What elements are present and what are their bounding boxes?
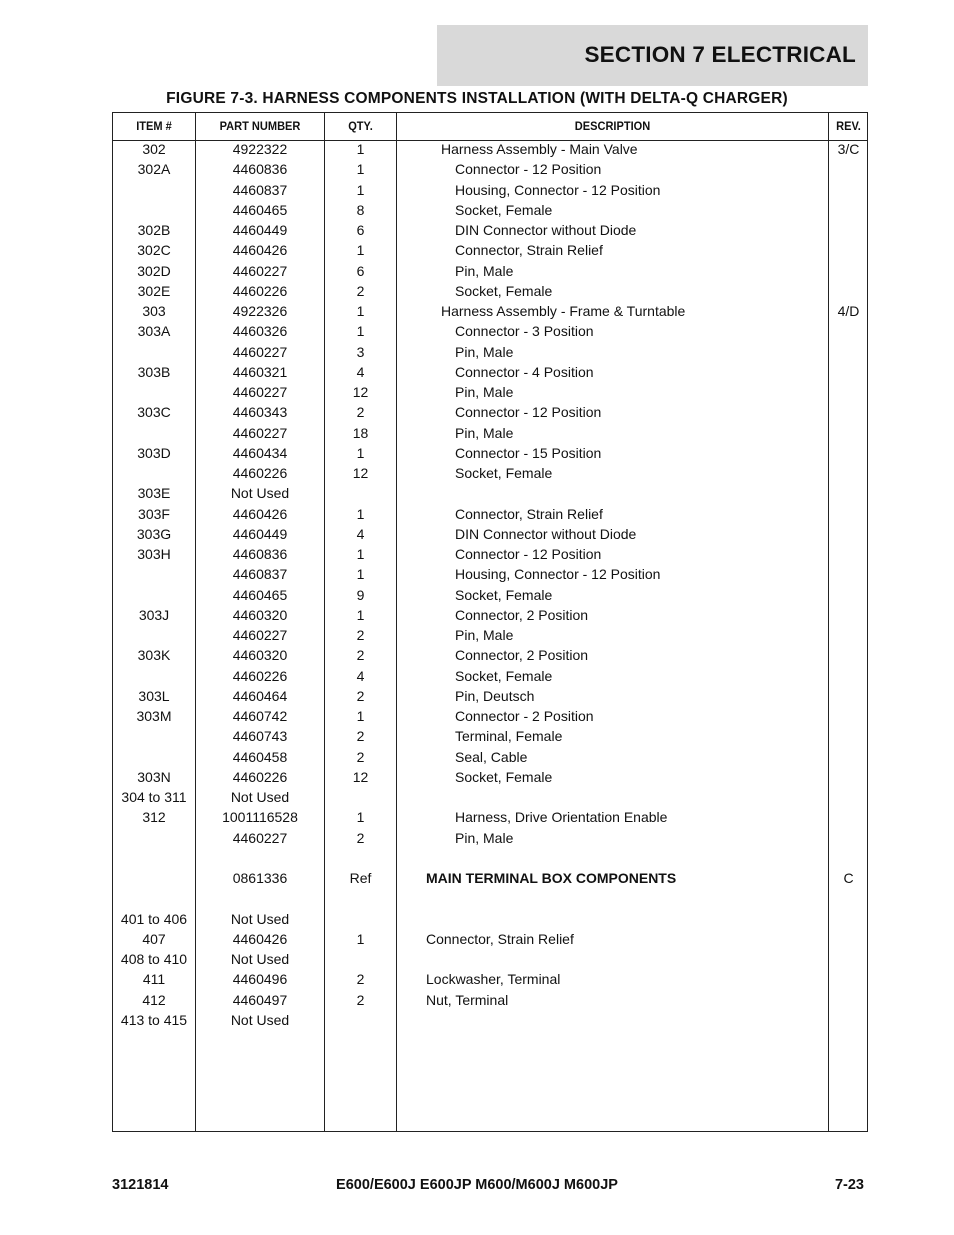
quantity: 1	[356, 161, 365, 178]
quantity: 2	[356, 829, 365, 846]
table-row	[113, 159, 867, 179]
table-row	[113, 321, 867, 341]
item-number: 302E	[137, 282, 171, 299]
description: Connector, 2 Position	[455, 647, 589, 664]
part-number: 4460321	[232, 363, 288, 380]
part-number: 0861336	[232, 870, 288, 886]
description: Connector, Strain Relief	[455, 505, 603, 522]
description: Connector - 12 Position	[455, 404, 602, 421]
parts-table	[112, 112, 868, 1132]
part-number: 4460227	[232, 627, 288, 643]
description: Pin, Deutsch	[455, 687, 535, 704]
description: Connector, Strain Relief	[455, 242, 603, 259]
revision: 3/C	[837, 141, 860, 157]
table-row	[113, 261, 867, 281]
part-number: 4460320	[232, 647, 288, 664]
table-row	[113, 342, 867, 362]
part-number: 4460426	[232, 505, 288, 522]
part-number: 4460326	[232, 323, 288, 340]
part-number: 4460226	[232, 465, 288, 481]
description: MAIN TERMINAL BOX COMPONENTS	[426, 870, 677, 886]
description: Harness, Drive Orientation Enable	[455, 809, 668, 826]
part-number: 4460449	[232, 525, 288, 542]
quantity: 2	[356, 627, 365, 643]
item-number: 413 to 415	[120, 1011, 188, 1028]
table-row	[113, 828, 867, 848]
table-row	[113, 929, 867, 949]
description: Connector - 15 Position	[455, 444, 602, 461]
part-number: 4460226	[232, 282, 288, 299]
header-rev: REV.	[836, 119, 861, 133]
part-number: 4460434	[232, 444, 288, 461]
part-number: Not Used	[230, 951, 290, 967]
item-number: 407	[142, 930, 166, 947]
quantity: 4	[356, 525, 365, 542]
table-row	[113, 686, 867, 706]
section-header	[437, 25, 868, 86]
item-number: 303N	[137, 768, 171, 785]
part-number: 4460226	[232, 667, 288, 684]
quantity: 1	[356, 930, 365, 947]
part-number: 4460227	[232, 262, 288, 279]
description: Harness Assembly - Main Valve	[441, 141, 638, 157]
quantity: 4	[356, 667, 365, 684]
table-row	[113, 726, 867, 746]
quantity: 3	[356, 343, 365, 360]
quantity: 1	[356, 141, 365, 157]
part-number: 4460464	[232, 687, 288, 704]
table-row	[113, 200, 867, 220]
table-row	[113, 1010, 867, 1030]
item-number: 303E	[137, 485, 171, 502]
part-number: Not Used	[230, 789, 290, 805]
part-number: 4460837	[232, 181, 288, 198]
item-number: 302	[142, 141, 166, 157]
table-row	[113, 402, 867, 422]
revision: C	[843, 870, 854, 886]
quantity: 6	[356, 262, 365, 279]
quantity: 12	[352, 384, 369, 400]
table-row	[113, 220, 867, 240]
quantity: 6	[356, 222, 365, 238]
part-number: 4460320	[232, 606, 288, 623]
item-number: 408 to 410	[120, 951, 188, 967]
table-row	[113, 625, 867, 645]
quantity: 1	[356, 242, 365, 259]
table-row	[113, 747, 867, 767]
table-row	[113, 139, 867, 159]
description: Pin, Male	[455, 829, 514, 846]
table-row	[113, 423, 867, 443]
footer-page-number: 7-23	[834, 1177, 864, 1193]
table-row	[113, 909, 867, 929]
quantity: 12	[352, 768, 369, 785]
description: Connector - 3 Position	[455, 323, 594, 340]
description: Socket, Female	[455, 667, 553, 684]
quantity: 2	[356, 728, 365, 745]
table-row	[113, 787, 867, 807]
quantity: 18	[352, 424, 369, 441]
description: DIN Connector without Diode	[455, 525, 637, 542]
part-number: 4460742	[232, 708, 288, 724]
header-part-number: PART NUMBER	[219, 119, 301, 133]
item-number: 302C	[137, 242, 171, 259]
quantity: 1	[356, 566, 365, 583]
quantity: 12	[352, 465, 369, 481]
quantity: 4	[356, 363, 365, 380]
figure-title: FIGURE 7-3. HARNESS COMPONENTS INSTALLATION (WITH DELTA-Q CHARGER)	[166, 90, 788, 107]
item-number: 302B	[137, 222, 171, 238]
table-row	[113, 706, 867, 726]
footer-models: E600/E600J E600JP M600/M600J M600JP	[336, 1177, 618, 1193]
part-number: 4460226	[232, 768, 288, 785]
table-row	[113, 585, 867, 605]
quantity: 1	[356, 809, 365, 826]
table-row	[113, 281, 867, 301]
item-number: 303D	[137, 444, 171, 461]
table-row	[113, 767, 867, 787]
item-number: 303C	[137, 404, 171, 421]
description: Connector, Strain Relief	[426, 930, 574, 947]
quantity: 1	[356, 606, 365, 623]
part-number: 4460227	[232, 343, 288, 360]
footer-doc-number: 3121814	[112, 1177, 169, 1193]
table-row	[113, 949, 867, 969]
table-row	[113, 504, 867, 524]
quantity: 2	[356, 687, 365, 704]
table-row	[113, 382, 867, 402]
quantity: 1	[356, 708, 365, 724]
quantity: 2	[356, 282, 365, 299]
part-number: Not Used	[230, 1011, 290, 1028]
part-number: 4460343	[232, 404, 288, 421]
item-number: 303G	[136, 525, 172, 542]
item-number: 312	[142, 809, 166, 826]
header-description: DESCRIPTION	[574, 119, 651, 133]
table-row	[113, 564, 867, 584]
header-item: ITEM #	[136, 119, 172, 133]
table-row	[113, 483, 867, 503]
description: Socket, Female	[455, 282, 553, 299]
part-number: 4922326	[232, 303, 288, 319]
description: Seal, Cable	[455, 748, 528, 765]
description: Terminal, Female	[455, 728, 563, 745]
item-number: 302D	[137, 262, 171, 279]
description: Nut, Terminal	[426, 991, 509, 1008]
item-number: 411	[142, 971, 166, 988]
part-number: 4922322	[232, 141, 288, 157]
description: Socket, Female	[455, 586, 553, 603]
part-number: 4460836	[232, 546, 288, 562]
quantity: 9	[356, 586, 365, 603]
quantity: 1	[356, 323, 365, 340]
item-number: 303M	[136, 708, 172, 724]
description: Connector - 12 Position	[455, 546, 602, 562]
description: Pin, Male	[455, 424, 514, 441]
description: Socket, Female	[455, 201, 553, 218]
table-row	[113, 848, 867, 868]
table-row	[113, 807, 867, 827]
part-number: 4460449	[232, 222, 288, 238]
part-number: Not Used	[230, 485, 290, 502]
part-number: 4460227	[232, 384, 288, 400]
part-number: 4460426	[232, 930, 288, 947]
table-row	[113, 990, 867, 1010]
part-number: 4460496	[232, 971, 288, 988]
description: Connector, 2 Position	[455, 606, 589, 623]
item-number: 303H	[137, 546, 171, 562]
part-number: 4460836	[232, 161, 288, 178]
header-qty: QTY.	[348, 119, 373, 133]
item-number: 304 to 311	[121, 789, 187, 805]
part-number: 4460497	[232, 991, 288, 1008]
part-number: 4460458	[232, 748, 288, 765]
item-number: 412	[142, 991, 166, 1008]
description: Socket, Female	[455, 768, 553, 785]
table-row	[113, 645, 867, 665]
description: Pin, Male	[455, 627, 514, 643]
quantity: 2	[356, 971, 365, 988]
description: Lockwasher, Terminal	[426, 971, 561, 988]
revision: 4/D	[837, 303, 860, 319]
table-row	[113, 240, 867, 260]
table-row	[113, 888, 867, 908]
quantity: 1	[356, 181, 365, 198]
item-number: 303A	[137, 323, 171, 340]
table-row	[113, 463, 867, 483]
item-number: 303	[142, 303, 166, 319]
description: Connector - 4 Position	[455, 363, 594, 380]
quantity: 2	[356, 748, 365, 765]
table-row	[113, 544, 867, 564]
section-title: SECTION 7 ELECTRICAL	[584, 42, 856, 67]
item-number: 303F	[138, 505, 170, 522]
description: Pin, Male	[455, 262, 514, 279]
quantity: 2	[356, 991, 365, 1008]
part-number: Not Used	[230, 910, 290, 927]
table-row	[113, 868, 867, 888]
description: Socket, Female	[455, 465, 553, 481]
description: DIN Connector without Diode	[455, 222, 637, 238]
item-number: 303B	[137, 363, 171, 380]
quantity: 1	[356, 444, 365, 461]
table-row	[113, 605, 867, 625]
quantity: 8	[356, 201, 365, 218]
table-row	[113, 180, 867, 200]
part-number: 1001116528	[222, 809, 298, 826]
description: Pin, Male	[455, 384, 514, 400]
description: Connector - 12 Position	[455, 161, 602, 178]
description: Harness Assembly - Frame & Turntable	[441, 303, 686, 319]
item-number: 303J	[138, 606, 170, 623]
part-number: 4460465	[232, 586, 288, 603]
table-row	[113, 362, 867, 382]
quantity: 1	[356, 505, 365, 522]
table-row	[113, 969, 867, 989]
part-number: 4460426	[232, 242, 288, 259]
quantity: Ref	[349, 870, 372, 886]
description: Housing, Connector - 12 Position	[455, 566, 661, 583]
quantity: 1	[356, 303, 365, 319]
description: Connector - 2 Position	[455, 708, 594, 724]
part-number: 4460743	[232, 728, 288, 745]
quantity: 2	[356, 404, 365, 421]
table-row	[113, 524, 867, 544]
description: Pin, Male	[455, 343, 514, 360]
item-number: 302A	[137, 161, 171, 178]
part-number: 4460465	[232, 201, 288, 218]
table-row	[113, 443, 867, 463]
quantity: 1	[356, 546, 365, 562]
table-row	[113, 666, 867, 686]
part-number: 4460837	[232, 566, 288, 583]
item-number: 401 to 406	[120, 910, 188, 927]
table-row	[113, 301, 867, 321]
item-number: 303K	[137, 647, 171, 664]
quantity: 2	[356, 647, 365, 664]
item-number: 303L	[138, 687, 170, 704]
part-number: 4460227	[232, 829, 288, 846]
part-number: 4460227	[232, 424, 288, 441]
description: Housing, Connector - 12 Position	[455, 181, 661, 198]
